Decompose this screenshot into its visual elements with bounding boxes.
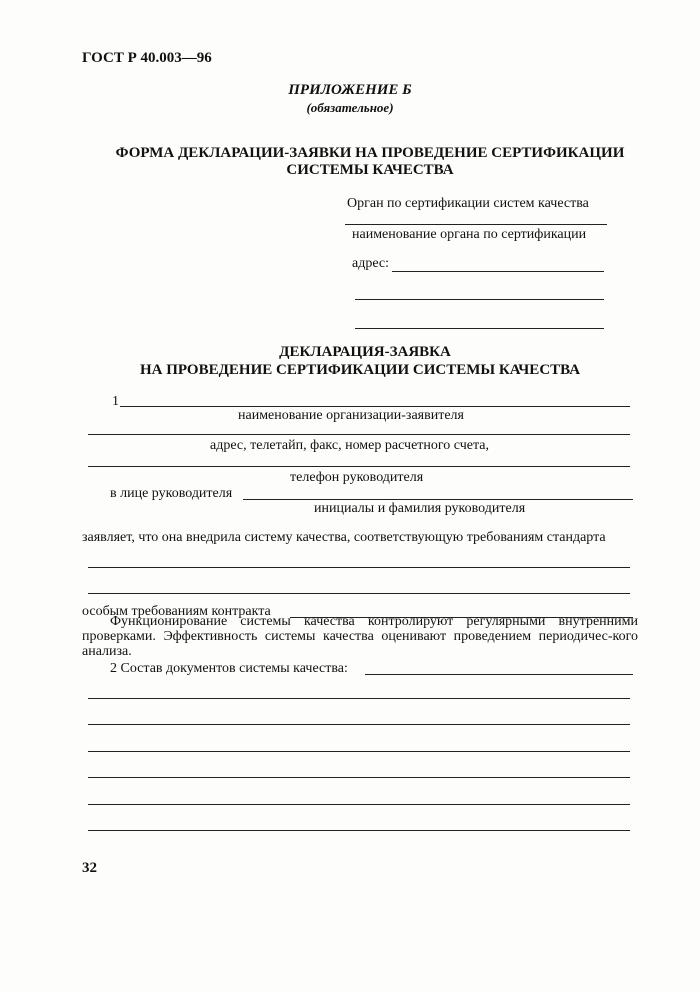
document-code: ГОСТ Р 40.003—96 [82,50,212,66]
certification-body-label: Орган по сертификации систем качества [347,196,589,211]
address-line-3 [355,328,604,329]
documents-line-0 [365,674,633,675]
applicant-address-caption: адрес, телетайп, факс, номер расчетного счета, [210,438,489,453]
applicant-address-line [88,434,630,435]
section-1-number: 1 [112,394,119,409]
declaration-title-line2: НА ПРОВЕДЕНИЕ СЕРТИФИКАЦИИ СИСТЕМЫ КАЧЕСТВА [139,362,581,378]
form-title-line2: СИСТЕМЫ КАЧЕСТВА [286,162,454,178]
documents-line-4 [88,777,630,778]
declaration-title-line1: ДЕКЛАРАЦИЯ-ЗАЯВКА [279,344,451,360]
standard-line-2 [88,593,630,594]
head-name-line [243,499,633,500]
page-number: 32 [82,860,97,876]
quality-system-paragraph: Функционирование системы качества контролируют регулярными внутренними проверками. Эффективность системы качества оценивают проведением периодичес-кого анализа. [82,614,638,659]
appendix-title: ПРИЛОЖЕНИЕ Б [288,82,412,98]
applicant-name-line [120,406,630,407]
section-2-label: 2 Состав документов системы качества: [110,661,348,676]
documents-line-3 [88,751,630,752]
form-title-line1: ФОРМА ДЕКЛАРАЦИИ-ЗАЯВКИ НА ПРОВЕДЕНИЕ СЕРТИФИКАЦИИ [115,145,625,161]
appendix-status: (обязательное) [306,100,394,115]
contract-label: особым требованиям контракта [82,604,271,619]
documents-line-1 [88,698,630,699]
address-line-1 [392,271,604,272]
certification-body-name-caption: наименование органа по сертификации [352,227,587,242]
applicant-name-caption: наименование организации-заявителя [238,408,464,423]
documents-line-5 [88,804,630,805]
head-name-caption: инициалы и фамилия руководителя [314,501,526,516]
documents-line-6 [88,830,630,831]
applicant-phone-line [88,466,630,467]
statement-text: заявляет, что она внедрила систему качества, соответствующую требованиям стандарта [82,530,606,545]
documents-line-2 [88,724,630,725]
standard-line-1 [88,567,630,568]
address-label: адрес: [352,256,390,271]
applicant-phone-caption: телефон руководителя [290,470,424,485]
certification-body-name-line [345,224,607,225]
address-line-2 [355,299,604,300]
head-label: в лице руководителя [110,486,233,501]
